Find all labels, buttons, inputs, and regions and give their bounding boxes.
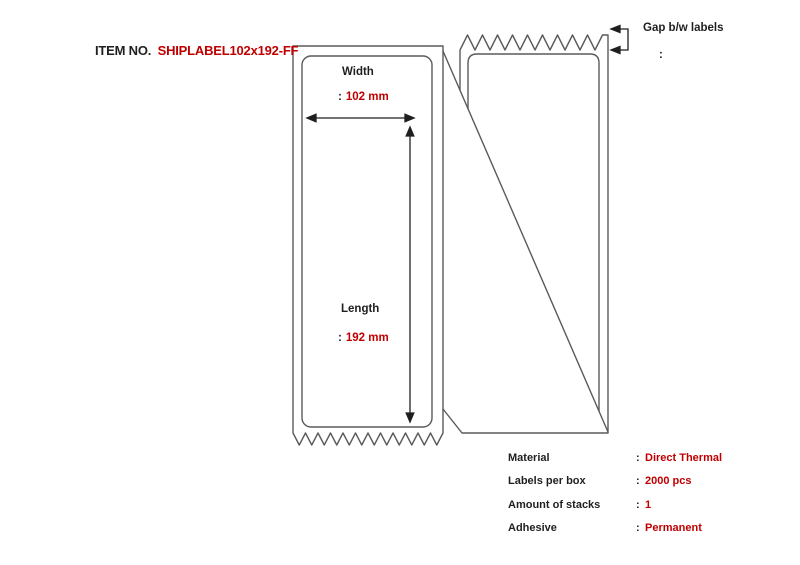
spec-value: 1 <box>645 498 652 511</box>
stack-label-outline <box>468 54 599 411</box>
spec-separator: : <box>636 522 640 535</box>
length-dimension-value: : 192 mm <box>338 332 389 344</box>
length-arrowhead-top <box>406 127 414 136</box>
spec-separator: : <box>636 475 640 488</box>
gap-annotation-separator: : <box>659 49 663 61</box>
front-backing-outline <box>293 46 443 445</box>
spec-row-material <box>508 452 722 475</box>
spec-value: 2000 pcs <box>645 475 692 488</box>
spec-table <box>508 452 722 546</box>
width-arrowhead-left <box>307 114 316 122</box>
spec-separator: : <box>636 452 640 464</box>
width-separator: : <box>338 91 342 103</box>
width-arrowhead-right <box>405 114 414 122</box>
gap-arrowhead-top <box>611 26 620 33</box>
gap-arrowhead-bottom <box>611 47 620 54</box>
spec-value: Permanent <box>645 522 702 535</box>
item-number-value: SHIPLABEL102x192-FF <box>157 43 299 58</box>
spec-label: Amount of stacks <box>508 498 601 511</box>
item-number <box>95 44 298 58</box>
fold-diagonal-line <box>443 51 608 432</box>
length-dimension-label: Length <box>341 303 380 315</box>
spec-row-labels-per-box <box>508 475 722 498</box>
spec-label: Labels per box <box>508 475 586 488</box>
gap-annotation-label: Gap b/w labels <box>643 22 724 34</box>
item-number-label: ITEM NO. <box>95 43 152 58</box>
spec-row-adhesive <box>508 522 722 545</box>
front-label-outline <box>302 56 432 427</box>
spec-value: Direct Thermal <box>645 452 723 464</box>
spec-label: Material <box>508 452 550 464</box>
length-separator: : <box>338 332 342 344</box>
spec-row-amount-of-stacks <box>508 499 722 522</box>
width-dimension-value: : 102 mm <box>338 91 389 103</box>
length-arrowhead-bottom <box>406 413 414 422</box>
spec-separator: : <box>636 498 640 511</box>
spec-label: Adhesive <box>508 522 557 535</box>
width-dimension-label: Width <box>342 66 374 78</box>
